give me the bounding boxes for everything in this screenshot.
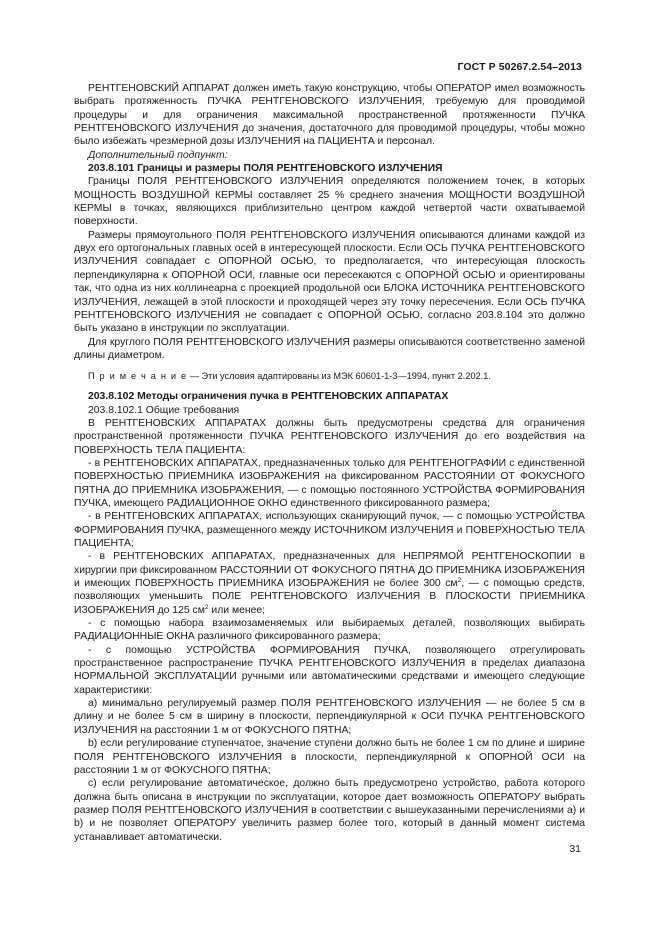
list-item: - в РЕНТГЕНОВСКИХ АППАРАТАХ, использующих сканирующий пучок, — с помощью УСТРОЙСТВА ФОРМИРОВАНИЯ ПУЧКА, размещенного между ИСТОЧНИКОМ ИЗЛУЧЕНИЯ и ПОВЕРХНОСТЬЮ ТЕЛА ПАЦИЕНТА; (74, 511, 585, 549)
document-body (74, 82, 585, 844)
document-id: ГОСТ Р 50267.2.54–2013 (457, 61, 582, 73)
section-heading-203-8-102: 203.8.102 Методы ограничения пучка в РЕНТГЕНОВСКИХ АППАРАТАХ (88, 391, 449, 403)
enumerated-item-b: b) если регулирование ступенчатое, значение ступени должно быть не более 1 см по длине и ширине ПОЛЯ РЕНТГЕНОВСКОГО ИЗЛУЧЕНИЯ в плоскости, перпендикулярной к ОПОРНОЙ ОСИ на расстоянии 1 м от ФОКУСНОГО ПЯТНА; (74, 738, 585, 776)
list-item (74, 550, 585, 617)
paragraph: В РЕНТГЕНОВСКИХ АППАРАТАХ должны быть предусмотрены средства для ограничения пространственной протяженности ПУЧКА РЕНТГЕНОВСКОГО ИЗЛУЧЕНИЯ до его воздействия на ПОВЕРХНОСТЬ ТЕЛА ПАЦИЕНТА: (74, 417, 585, 456)
list-item: - с помощью набора взаимозаменяемых или выбираемых деталей, позволяющих выбирать РАДИАЦИОННЫЕ ОКНА различного фиксированного размера; (74, 618, 585, 643)
subsection-heading-203-8-102-1: 203.8.102.1 Общие требования (88, 404, 240, 416)
paragraph: Границы ПОЛЯ РЕНТГЕНОВСКОГО ИЗЛУЧЕНИЯ определяются положением точек, в которых МОЩНОСТЬ ВОЗДУШНОЙ КЕРМЫ составляет 25 % среднего значения МОЩНОСТИ ВОЗДУШНОЙ КЕРМЫ в точках, являющихся приблизительно центром каждой четвертой части охватываемой поверхности. (74, 176, 585, 228)
list-item: - с помощью УСТРОЙСТВА ФОРМИРОВАНИЯ ПУЧКА, позволяющего отрегулировать пространственное распространение ПУЧКА РЕНТГЕНОВСКОГО ИЗЛУЧЕНИЯ в пределах диапазона НОРМАЛЬНОЙ ЭКСПЛУАТАЦИИ ручными или автоматическими средствами и имеющего следующие характеристики: (74, 644, 585, 696)
note-text: — Эти условия адаптированы из МЭК 60601-1-3—1994, пункт 2.202.1. (187, 371, 491, 382)
paragraph: РЕНТГЕНОВСКИЙ АППАРАТ должен иметь такую конструкцию, чтобы ОПЕРАТОР имел возможность выбрать протяженность ПУЧКА РЕНТГЕНОВСКОГО ИЗЛУЧЕНИЯ, требуемую для проводимой процедуры и для ограничения максимальной пространственной протяженности ПУЧКА РЕНТГЕНОВСКОГО ИЗЛУЧЕНИЯ до значения, достаточного для проводимой процедуры, чтобы можно было избежать чрезмерной дозы ИЗЛУЧЕНИЯ на ПАЦИЕНТА и персонал. (74, 83, 585, 148)
note-label: П р и м е ч а н и е (88, 371, 188, 382)
paragraph: Размеры прямоугольного ПОЛЯ РЕНТГЕНОВСКОГО ИЗЛУЧЕНИЯ описываются длинами каждой из двух его ортогональных главных осей в интересующей плоскости. Если ОСЬ ПУЧКА РЕНТГЕНОВСКОГО ИЗЛУЧЕНИЯ совпадает с ОПОРНОЙ ОСЬЮ, то предполагается, что интересующая плоскость перпендикулярна к ОПОРНОЙ ОСИ, главные оси пересекаются с ОПОРНОЙ ОСЬЮ и ориентированы так, что одна из них коллинеарна с проекцией продольной оси БЛОКА ИСТОЧНИКА РЕНТГЕНОВСКОГО ИЗЛУЧЕНИЯ, лежащей в этой плоскости и проходящей через эту точку пересечения. Если ОСЬ ПУЧКА РЕНТГЕНОВСКОГО ИЗЛУЧЕНИЯ не совпадает с ОПОРНОЙ ОСЬЮ, согласно 203.8.104 это должно быть указано в инструкции по эксплуатации. (74, 229, 585, 335)
extra-subclause-label: Дополнительный подпункт: (88, 149, 228, 161)
list-item-text: , — с помощью средств, позволяющих уменьшить ПОЛЕ РЕНТГЕНОВСКОГО ИЗЛУЧЕНИЯ В ПЛОСКОСТИ ПРИЕМНИКА ИЗОБРАЖЕНИЯ до 125 см (74, 578, 585, 616)
list-item-text: - в РЕНТГЕНОВСКИХ АППАРАТАХ, предназначенных для НЕПРЯМОЙ РЕНТГЕНОСКОПИИ в хирургии при фиксированном РАССТОЯНИИ ОТ ФОКУСНОГО ПЯТНА ДО ПРИЕМНИКА ИЗОБРАЖЕНИЯ и имеющих ПОВЕРХНОСТЬ ПРИЕМНИКА ИЗОБРАЖЕНИЯ не более 300 см (74, 551, 585, 590)
superscript: 2 (457, 577, 462, 585)
superscript: 2 (204, 603, 209, 611)
note (74, 370, 585, 382)
paragraph: Для круглого ПОЛЯ РЕНТГЕНОВСКОГО ИЗЛУЧЕНИЯ размеры описываются соответственно заменой длины диаметром. (74, 336, 585, 361)
list-item: - в РЕНТГЕНОВСКИХ АППАРАТАХ, предназначенных только для РЕНТГЕНОГРАФИИ с единственной ПОВЕРХНОСТЬЮ ПРИЕМНИКА ИЗОБРАЖЕНИЯ на фиксированном РАССТОЯНИИ ОТ ФОКУСНОГО ПЯТНА ДО ПРИЕМНИКА ИЗОБРАЖЕНИЯ, — с помощью постоянного УСТРОЙСТВА ФОРМИРОВАНИЯ ПУЧКА, имеющего РАДИАЦИОННОЕ ОКНО единственного фиксированного размера; (74, 457, 585, 509)
page-number: 31 (569, 843, 581, 855)
enumerated-item-c: с) если регулирование автоматическое, должно быть предусмотрено устройство, работа которого должна быть описана в инструкции по эксплуатации, которое дает возможность ОПЕРАТОРУ выбрать размер ПОЛЯ РЕНТГЕНОВСКОГО ИЗЛУЧЕНИЯ в соответствии с вышеуказанными перечислениями а) и b) и не позволяет ОПЕРАТОРУ увеличить размер более того, который в данный момент система устанавливает автоматически. (74, 778, 585, 843)
section-heading-203-8-101: 203.8.101 Границы и размеры ПОЛЯ РЕНТГЕНОВСКОГО ИЗЛУЧЕНИЯ (88, 163, 443, 175)
list-item-text: или менее; (208, 604, 266, 616)
enumerated-item-a: а) минимально регулируемый размер ПОЛЯ РЕНТГЕНОВСКОГО ИЗЛУЧЕНИЯ — не более 5 см в длину и не более 5 см в ширину в плоскости, перпендикулярной к ОСИ ПУЧКА РЕНТГЕНОВСКОГО ИЗЛУЧЕНИЯ на расстоянии 1 м от ФОКУСНОГО ПЯТНА; (74, 698, 585, 736)
